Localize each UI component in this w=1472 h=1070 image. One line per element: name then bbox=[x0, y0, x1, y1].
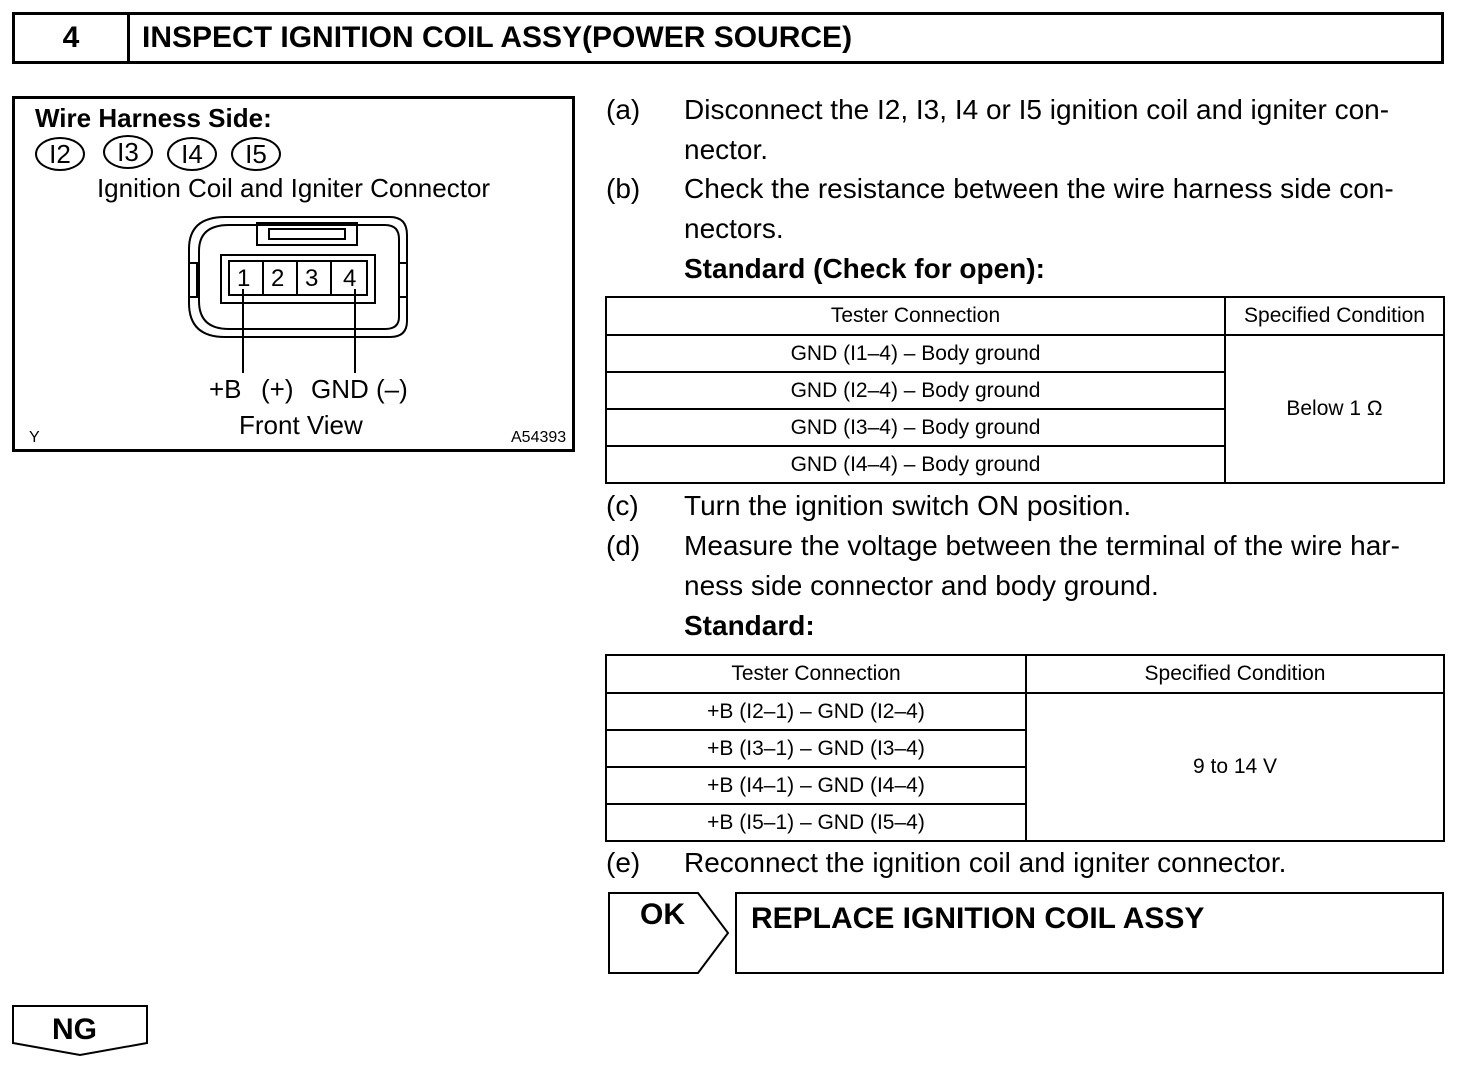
pin-4: 4 bbox=[343, 265, 357, 292]
step-d-letter: (d) bbox=[606, 530, 641, 561]
connector-side-right bbox=[399, 263, 407, 297]
voltage-table bbox=[605, 654, 1445, 842]
table-row: +B (I4–1) – GND (I4–4) bbox=[606, 767, 1026, 804]
table2-header-condition: Specified Condition bbox=[1026, 655, 1444, 693]
step-b-text: Check the resistance between the wire harness side con- nectors. bbox=[684, 173, 1394, 244]
table1-header-connection: Tester Connection bbox=[606, 297, 1225, 335]
step-b bbox=[606, 169, 1454, 249]
ok-action-text: REPLACE IGNITION COIL ASSY bbox=[751, 902, 1205, 935]
ng-label: NG bbox=[52, 1013, 97, 1046]
step-c bbox=[606, 486, 1454, 526]
step-e-text: Reconnect the ignition coil and igniter connector. bbox=[684, 847, 1287, 878]
table1-header-condition: Specified Condition bbox=[1225, 297, 1444, 335]
standard-voltage-label: Standard: bbox=[684, 610, 815, 641]
step-d bbox=[606, 526, 1454, 606]
step-header bbox=[12, 12, 1444, 64]
connector-diagram bbox=[15, 99, 572, 449]
figure-id: A54393 bbox=[511, 429, 567, 446]
table-row: +B (I5–1) – GND (I5–4) bbox=[606, 804, 1026, 841]
ok-action-box bbox=[735, 892, 1444, 974]
pin-3: 3 bbox=[305, 265, 319, 292]
table-row: GND (I1–4) – Body ground bbox=[606, 335, 1225, 372]
table-row: +B (I3–1) – GND (I3–4) bbox=[606, 730, 1026, 767]
pin-2: 2 bbox=[271, 265, 285, 292]
label-power: +B bbox=[209, 374, 242, 404]
step-a-letter: (a) bbox=[606, 94, 641, 125]
label-ground: GND (–) bbox=[311, 374, 408, 404]
step-number: 4 bbox=[15, 15, 130, 61]
table-row: GND (I4–4) – Body ground bbox=[606, 446, 1225, 483]
table2-condition: 9 to 14 V bbox=[1026, 693, 1444, 841]
table1-condition: Below 1 Ω bbox=[1225, 335, 1444, 483]
connector-code-i2: I2 bbox=[35, 137, 85, 171]
standard-open-label: Standard (Check for open): bbox=[684, 253, 1045, 284]
table-row: +B (I2–1) – GND (I2–4) bbox=[606, 693, 1026, 730]
resistance-table bbox=[605, 296, 1445, 484]
connector-code-i3: I3 bbox=[103, 135, 153, 169]
connector-side-left bbox=[189, 263, 197, 297]
figure-subtitle: Ignition Coil and Igniter Connector bbox=[96, 173, 491, 203]
step-e-letter: (e) bbox=[606, 847, 641, 878]
table2-header-connection: Tester Connection bbox=[606, 655, 1026, 693]
step-b-letter: (b) bbox=[606, 173, 641, 204]
figure-view-label: Front View bbox=[239, 410, 363, 440]
label-positive: (+) bbox=[261, 374, 294, 404]
table-row: GND (I3–4) – Body ground bbox=[606, 409, 1225, 446]
pin-1: 1 bbox=[237, 265, 251, 292]
step-c-text: Turn the ignition switch ON position. bbox=[684, 490, 1132, 521]
step-e bbox=[606, 843, 1454, 883]
step-d-text: Measure the voltage between the terminal of the wire har- ness side connector and body ground. bbox=[684, 530, 1400, 601]
connector-code-i4: I4 bbox=[167, 137, 217, 171]
figure-corner-mark: Y bbox=[29, 429, 40, 446]
figure-title: Wire Harness Side: bbox=[35, 103, 272, 133]
connector-code-i5: I5 bbox=[231, 137, 281, 171]
connector-latch bbox=[257, 223, 357, 245]
connector-latch-inner bbox=[269, 229, 345, 239]
step-title: INSPECT IGNITION COIL ASSY(POWER SOURCE) bbox=[142, 21, 853, 54]
table-row: GND (I2–4) – Body ground bbox=[606, 372, 1225, 409]
step-a-text: Disconnect the I2, I3, I4 or I5 ignition coil and igniter con- nector. bbox=[684, 94, 1390, 165]
connector-figure bbox=[12, 96, 575, 452]
ok-label: OK bbox=[640, 898, 685, 931]
step-a bbox=[606, 90, 1454, 170]
step-c-letter: (c) bbox=[606, 490, 639, 521]
